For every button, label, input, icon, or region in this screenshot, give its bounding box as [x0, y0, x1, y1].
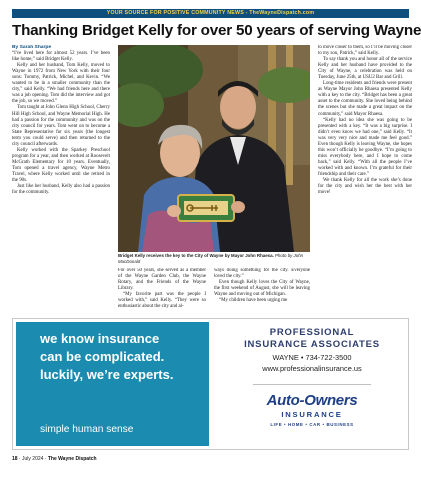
paragraph: Just like her husband, Kelly also had a passion for the community. [12, 184, 110, 196]
paragraph: Even though Kelly loves the City of Wayne, the first weekend of August, she will be leaving Wayne and moving out of Michigan. [214, 280, 310, 298]
article-column-2 [118, 268, 206, 312]
article-headline: Thanking Bridget Kelly for over 50 years of serving Wayne [12, 22, 421, 39]
ad-tagline-panel [16, 322, 209, 446]
paragraph: Tom taught at John Glenn High School, Cherry Hill High School, and Wayne Memorial High. He had a passion for the community and was on the city council for years. Tom went on to become a State Representative for six years (the longest term you could serve) and then returned to the city council afterwards. [12, 105, 110, 147]
ad-tagline-line: we know insurance [40, 331, 160, 346]
paragraph: Kelly worked with the Sparkey Preschool program for a year, and then worked at Roosevelt McGrath Elementary for 10 years. Eventually, Tom opened a travel agency, Wayne Metro Travel, where Kelly worked until she retired in the 90s. [12, 147, 110, 184]
section-banner: YOUR SOURCE FOR POSITIVE COMMUNITY NEWS - TheWayneDispatch.com [12, 9, 409, 18]
ad-tagline-line: can be complicated. [40, 349, 165, 364]
paragraph: Kelly and her husband, Tom Kelly, moved to Wayne in 1972 from New York with their four sons: Tommy, Patrick, Michel, and Kevin. “We wanted to be in a smaller community than the city,” said Kelly. “We had friends here and there was a job opening. Tom did the interview and got the job, so we moved.” [12, 63, 110, 105]
photo-illustration [118, 45, 310, 252]
photo-credit: Photo by John MacDonald [118, 253, 304, 264]
paragraph: ways doing something for the city. Everyone loved the city.” [214, 268, 310, 280]
caption-text: Bridget Kelly receives the key to the City of Wayne by Mayor John Rhaesa. [118, 253, 274, 258]
page-number: 18 [12, 456, 18, 462]
paragraph: “My favorite part was the people I worked with,” said Kelly. “They were so enthusiastic about the city and al- [118, 292, 206, 310]
article-column-1 [12, 45, 110, 309]
article-photo [118, 45, 310, 252]
auto-owners-logo: Auto-Owners [266, 392, 358, 409]
agency-website: www.professionalinsurance.us [262, 364, 362, 373]
agency-name-line-2: INSURANCE ASSOCIATES [244, 339, 380, 350]
page-footer [12, 456, 97, 462]
ad-tagline [40, 330, 173, 384]
paragraph: We thank Kelly for all the work she’s done for the city and wish her the best with her move! [318, 178, 412, 196]
paragraph: “My children have been urging me [219, 298, 288, 304]
paragraph: “I've lived here for almost 52 years. I’ve been like home,” said Bridget Kelly. [12, 51, 110, 63]
article-column-4 [318, 45, 412, 312]
agency-name-line-1: PROFESSIONAL [269, 327, 355, 338]
divider [253, 384, 371, 385]
paragraph: For over 50 years, she served as a member of the Wayne Garden Club, the Wayne Rotary, and the Friends of the Wayne Library. [118, 268, 206, 292]
paragraph: To say thank you and honor all of the service Kelly and her husband have provided to the City of Wayne, a celebration was held on Tuesday, June 25th, at USU2 Bar and Grill. [318, 57, 412, 81]
paragraph: to move closer to them, so I’ll be moving closer to my son, Patrick,” said Kelly. [318, 45, 412, 57]
ad-slogan: simple human sense [40, 424, 134, 435]
agency-phone: WAYNE • 734-722-3500 [272, 353, 352, 362]
paragraph: “Kelly had no idea she was going to be presented with a key. “It was a big surprise. I didn’t even know we had one,” said Kelly. “It was very very nice and made me feel good.” Even though Kelly is leaving Wayne, she hopes this won’t officially be goodbye. “I’m going to miss everybody here, and I hope to come back,” said Kelly. “With all the people I’ve worked with and known. I’m grateful for their friendship and their care.” [318, 117, 412, 177]
auto-owners-product-lines: LIFE • HOME • CAR • BUSINESS [270, 422, 354, 427]
auto-owners-insurance-label: INSURANCE [281, 410, 343, 419]
paragraph: Long-time residents and friends were present as Wayne Mayor John Rhaesa presented Kelly with a key to the city. “Bridget has been a great asset to the community. She loved being behind the scenes but she made a great impact on the community,” said Mayor Rhaesa. [318, 81, 412, 117]
paper-name: The Wayne Dispatch [47, 456, 97, 462]
issue-date: · July 2024 · [18, 456, 47, 462]
article-column-3 [214, 268, 310, 312]
ad-agency-panel [219, 322, 405, 446]
article-byline: By Sarah Sharpe [12, 45, 52, 50]
ad-tagline-line: luckily, we’re experts. [40, 367, 174, 382]
photo-caption [118, 253, 314, 264]
